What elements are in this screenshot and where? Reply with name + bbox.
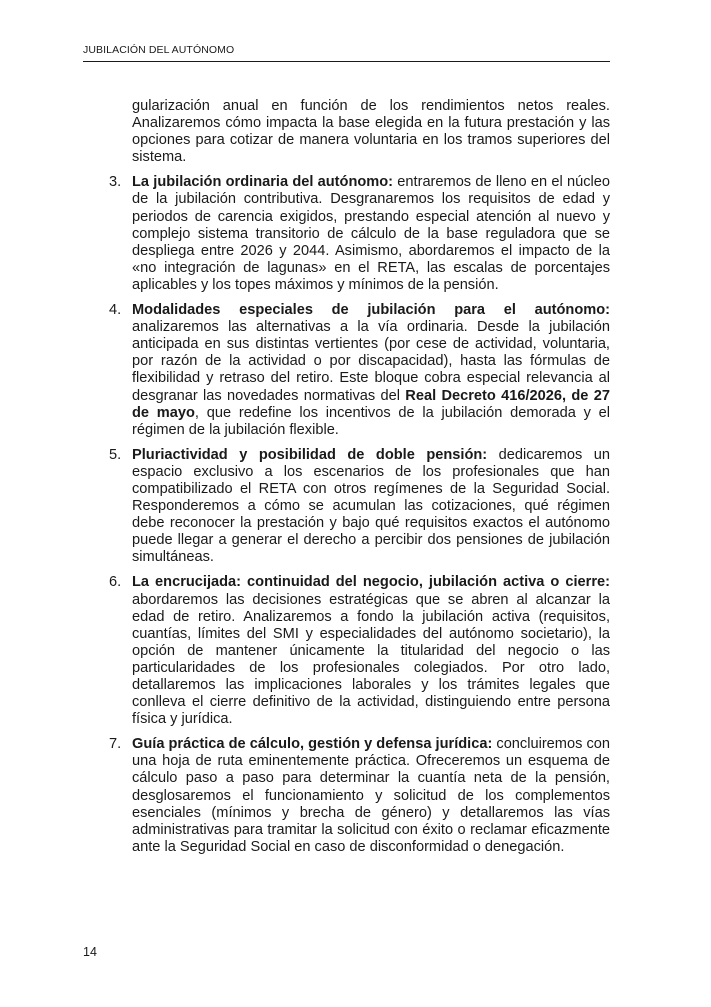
list-item	[96, 447, 610, 567]
page-body	[96, 98, 610, 864]
item-heading: La encrucijada: continuidad del negocio, jubilación activa o cierre:	[132, 574, 610, 591]
item-text: concluiremos con una hoja de ruta eminentemente práctica. Ofreceremos un esquema de cálculo paso a paso para determinar la cuantía neta de la pensión, desglosaremos el funcionamiento y solicitud de los complementos esenciales (mínimos y brecha de género) y detallaremos las vías administrativas para tramitar la solicitud con éxito o reclamar eficazmente ante la Seguridad Social en caso de disconformidad o denegación.	[132, 736, 610, 855]
running-header: JUBILACIÓN DEL AUTÓNOMO	[83, 44, 610, 62]
item-number: 5.	[109, 446, 122, 463]
page-number: 14	[83, 945, 97, 959]
chapter-overview-list	[96, 174, 610, 856]
list-item	[96, 574, 610, 728]
continuation-paragraph: gularización anual en función de los rendimientos netos reales. Analizaremos cómo impacta la base elegida en la futura prestación y las opciones para cotizar de manera voluntaria en los tramos superiores del sistema.	[132, 98, 610, 166]
list-item	[96, 736, 610, 856]
item-text-after: , que redefine los incentivos de la jubilación demorada y el régimen de la jubilación flexible.	[132, 404, 610, 438]
item-text: analizaremos las alternativas a la vía ordinaria. Desde la jubilación anticipada en sus distintas vertientes (por cese de actividad, voluntaria, por razón de la actividad o por discapacidad), hasta las fórmulas de flexibilidad y retraso del retiro. Este bloque cobra especial relevancia al desgranar las novedades normativas del	[132, 319, 610, 404]
item-text: entraremos de lleno en el núcleo de la jubilación contributiva. Desgranaremos los requisitos de edad y periodos de carencia exigidos, prestando especial atención al nuevo y complejo sistema transitorio de cálculo de la base reguladora que se despliega entre 2026 y 2044. Asimismo, abordaremos el impacto de la «no integración de lagunas» en el RETA, las escalas de porcentajes aplicables y los topes máximos y mínimos de la pensión.	[132, 174, 610, 293]
item-number: 3.	[109, 174, 122, 191]
item-heading: Guía práctica de cálculo, gestión y defensa jurídica:	[132, 736, 493, 753]
list-item	[96, 174, 610, 294]
item-heading: Pluriactividad y posibilidad de doble pensión:	[132, 446, 488, 463]
item-number: 7.	[109, 736, 122, 753]
item-text: abordaremos las decisiones estratégicas que se abren al alcanzar la edad de retiro. Analizaremos a fondo la jubilación activa (requisitos, cuantías, límites del SMI y especialidades del autónomo societario), la opción de mantener únicamente la titularidad del negocio o las particularidades de los profesionales colegiados. Por otro lado, detallaremos las implicaciones laborales y los trámites legales que conlleva el cierre definitivo de la actividad, distinguiendo entre persona física y jurídica.	[132, 591, 610, 728]
item-text: dedicaremos un espacio exclusivo a los escenarios de los profesionales que han compatibilizado el RETA con otros regímenes de la Seguridad Social. Responderemos a cómo se acumulan las cotizaciones, qué régimen debe reconocer la prestación y bajo qué requisitos exactos el autónomo puede llegar a generar el derecho a percibir dos pensiones de jubilación simultáneas.	[132, 446, 610, 566]
item-heading: Modalidades especiales de jubilación para el autónomo:	[132, 302, 610, 319]
list-item	[96, 302, 610, 439]
legal-reference: Real Decreto 416/2026, de 27 de mayo	[132, 387, 610, 421]
item-number: 6.	[109, 574, 122, 591]
item-heading: La jubilación ordinaria del autónomo:	[132, 174, 394, 191]
item-number: 4.	[109, 302, 122, 319]
